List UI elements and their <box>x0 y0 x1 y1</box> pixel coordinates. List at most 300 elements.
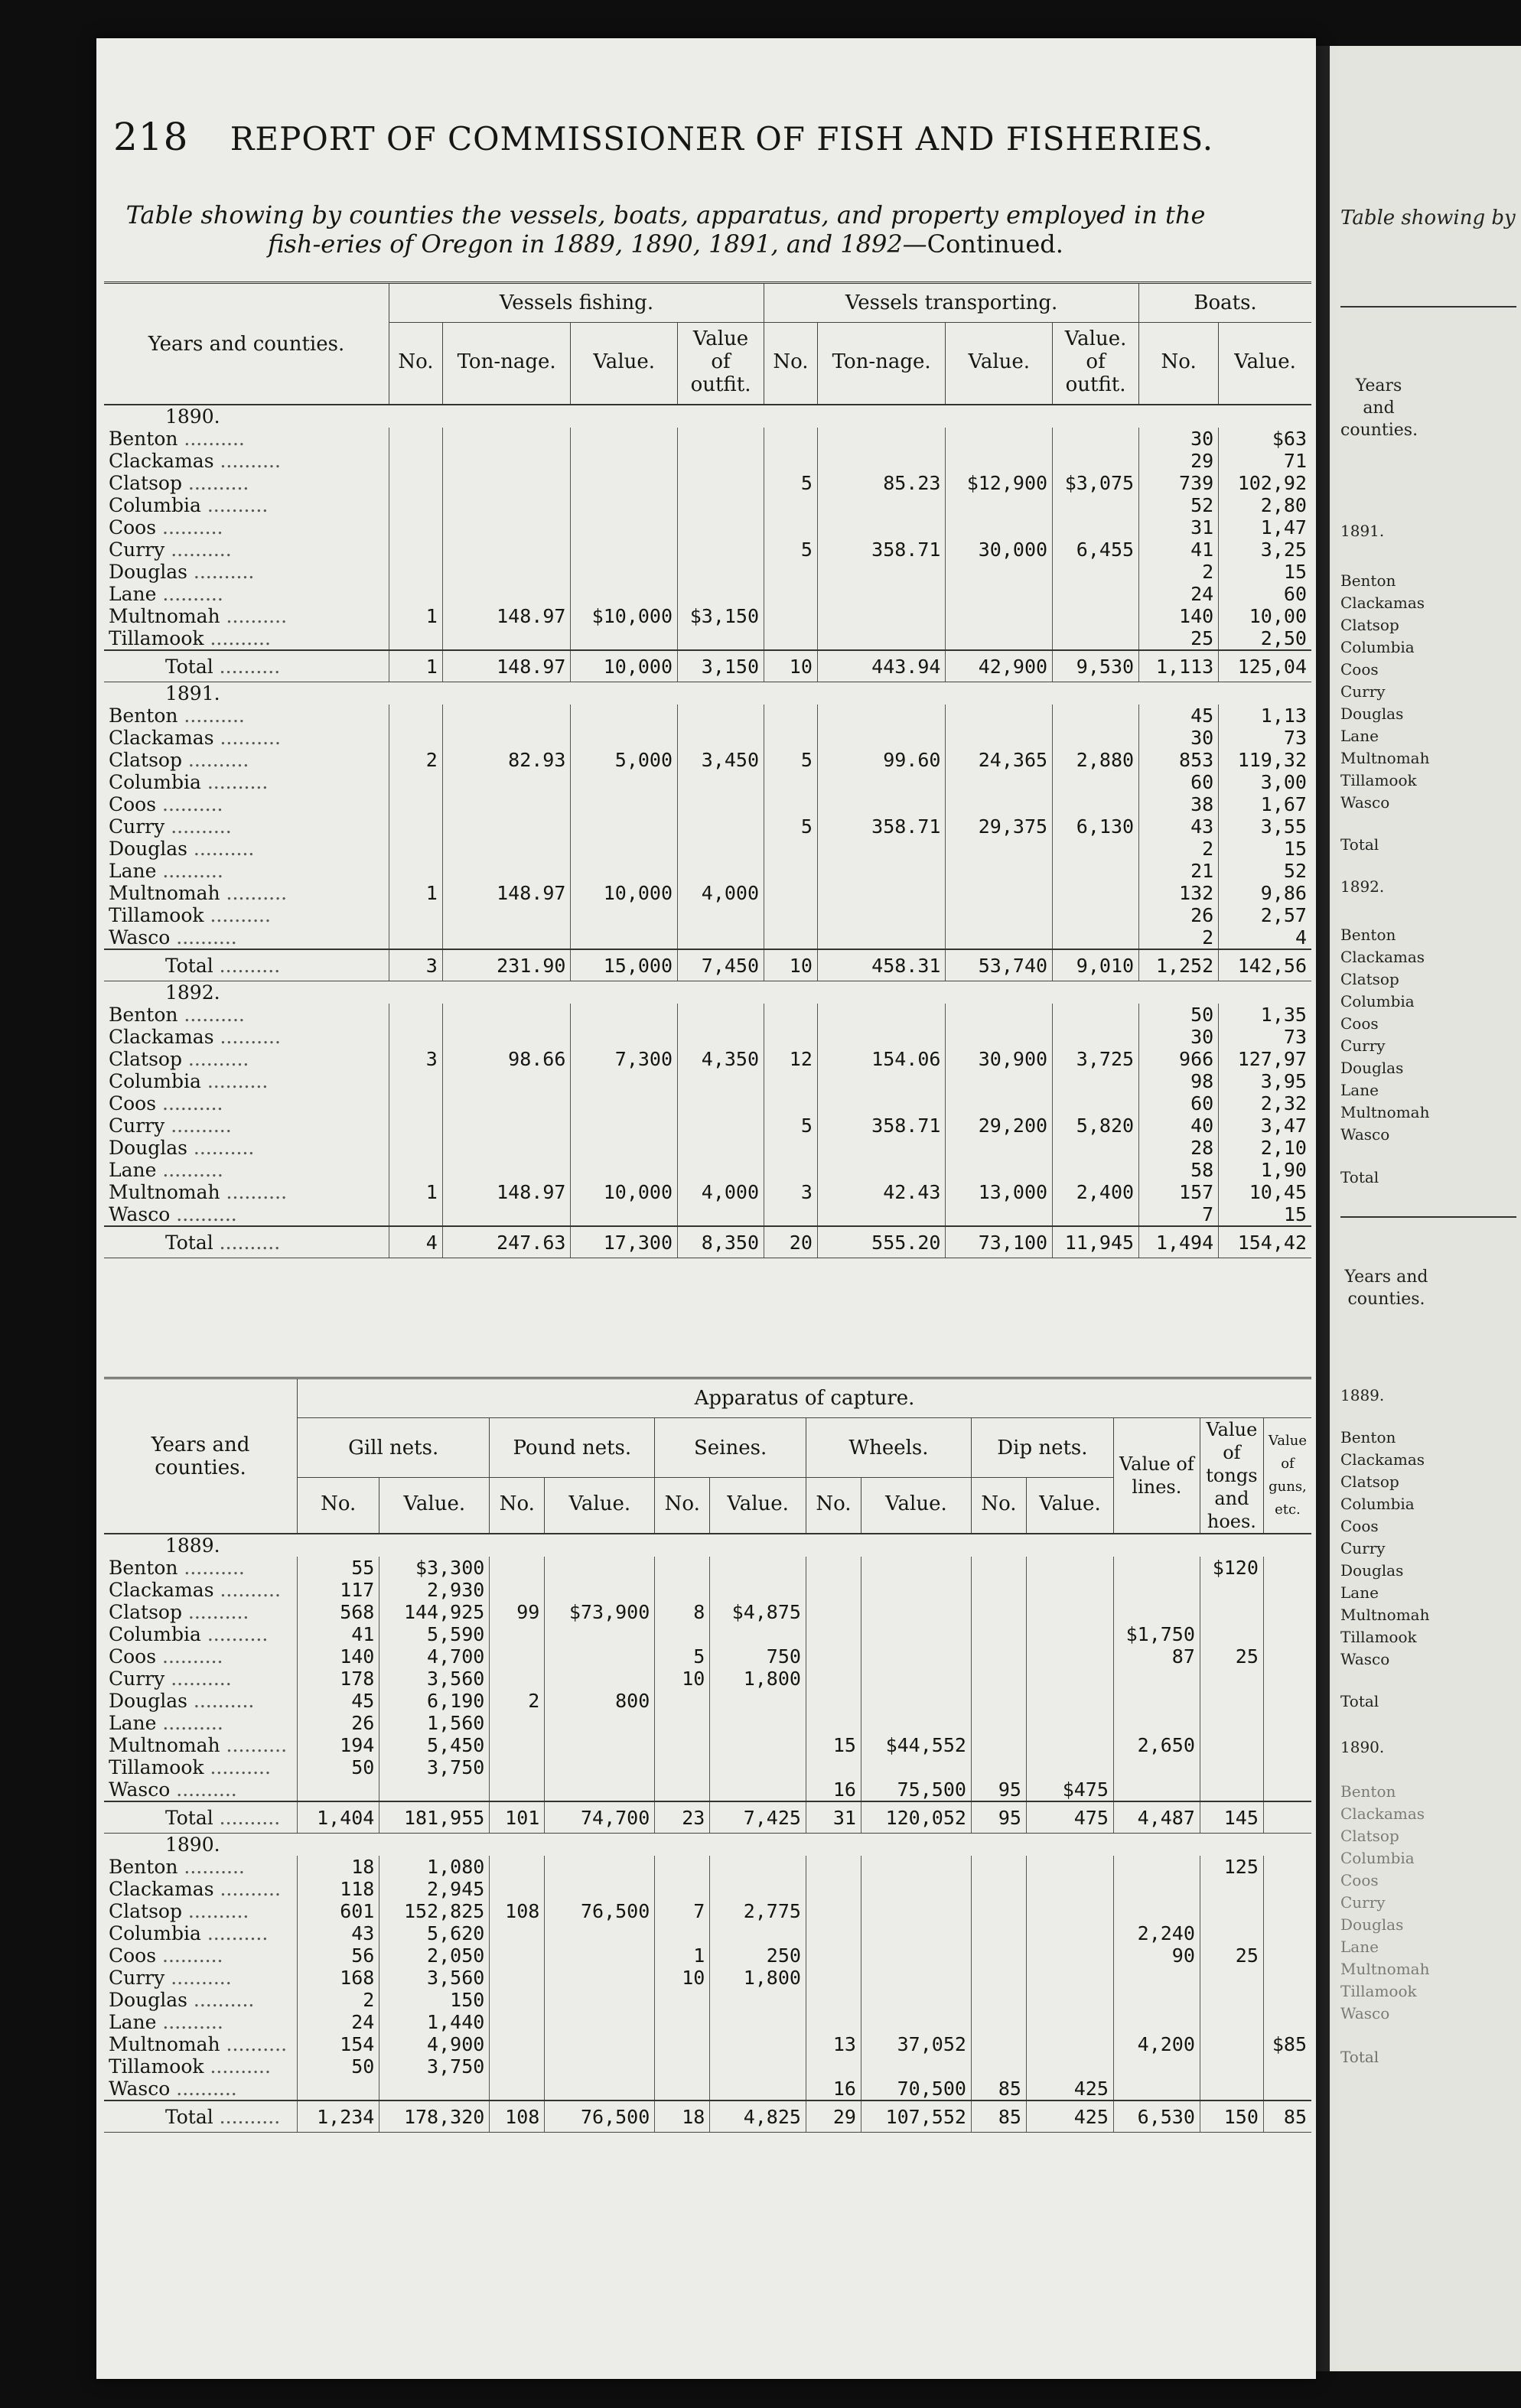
cell <box>1263 2078 1311 2100</box>
leader-dots: .......... <box>178 1004 245 1026</box>
cell <box>389 838 443 860</box>
cell <box>764 516 818 539</box>
table-row <box>104 1092 1311 1115</box>
leader-dots: .......... <box>156 860 223 882</box>
cell <box>806 1645 861 1668</box>
cell: 15 <box>1219 561 1311 583</box>
cell <box>817 838 946 860</box>
cell <box>1026 1557 1113 1579</box>
facing-county: Multnomah <box>1340 749 1430 767</box>
total-cell: 443.94 <box>817 650 946 682</box>
cell: 3,95 <box>1219 1070 1311 1092</box>
cell <box>1200 1967 1263 1989</box>
total-cell: 23 <box>655 1801 710 1834</box>
table-row <box>104 1778 1311 1801</box>
total-cell: 10 <box>764 650 818 682</box>
cell <box>1113 1579 1200 1601</box>
county-name: Coos .......... <box>109 1944 223 1967</box>
leader-dots: .......... <box>156 516 223 539</box>
cell <box>571 450 678 472</box>
cell <box>1263 1579 1311 1601</box>
cell <box>806 2055 861 2078</box>
cell <box>655 1623 710 1645</box>
facing-county: Douglas <box>1340 1561 1404 1580</box>
leader-dots: .......... <box>164 1668 232 1690</box>
cell <box>764 627 818 650</box>
cell: $3,150 <box>678 605 764 627</box>
facing-county: Columbia <box>1340 992 1415 1010</box>
year-label: 1891. <box>165 682 220 705</box>
cell: 24 <box>1139 583 1219 605</box>
cell <box>1026 1944 1113 1967</box>
cell <box>389 904 443 926</box>
cell <box>1263 1601 1311 1623</box>
cell: 3 <box>764 1181 818 1203</box>
cell <box>817 882 946 904</box>
cell <box>806 1967 861 1989</box>
year-label: 1889. <box>165 1534 220 1557</box>
leader-dots: .......... <box>204 1756 271 1778</box>
leader-dots: .......... <box>170 2078 237 2100</box>
cell <box>1263 1856 1311 1878</box>
cell <box>490 1756 545 1778</box>
cell <box>545 1989 655 2011</box>
facing-total-1892: Total <box>1340 1168 1379 1186</box>
cell <box>389 1159 443 1181</box>
cell <box>971 1579 1026 1601</box>
cell <box>1200 1579 1263 1601</box>
cell <box>442 838 571 860</box>
facing-county: Wasco <box>1340 793 1390 812</box>
subcol-header: No. <box>1139 323 1219 405</box>
cell: 55 <box>298 1557 379 1579</box>
facing-county: Clatsop <box>1340 1827 1399 1845</box>
facing-rule <box>1340 306 1516 308</box>
cell <box>971 2055 1026 2078</box>
cell <box>806 1922 861 1944</box>
cell <box>1113 1690 1200 1712</box>
cell <box>678 904 764 926</box>
total-cell: 150 <box>1200 2100 1263 2133</box>
subcol-header: Value. <box>710 1478 806 1534</box>
cell <box>545 1878 655 1900</box>
cell <box>1026 1601 1113 1623</box>
col-years-header: Years and counties. <box>104 1378 298 1534</box>
cell <box>861 1601 971 1623</box>
header-row-groups <box>104 283 1311 323</box>
facing-county: Douglas <box>1340 1059 1404 1077</box>
leader-dots: .......... <box>164 1967 232 1989</box>
cell <box>545 1645 655 1668</box>
cell: 2,050 <box>379 1944 490 1967</box>
total-row <box>104 1801 1311 1834</box>
leader-dots: .......... <box>181 749 249 771</box>
cell <box>379 2078 490 2100</box>
cell <box>946 450 1053 472</box>
subcol-header: No. <box>298 1478 379 1534</box>
cell <box>806 1623 861 1645</box>
year-row <box>104 981 1311 1004</box>
cell <box>1263 1712 1311 1734</box>
cell: 41 <box>1139 539 1219 561</box>
county-name: Coos .......... <box>109 793 223 815</box>
leader-dots: .......... <box>200 1922 269 1944</box>
cell: 966 <box>1139 1048 1219 1070</box>
cell: 148.97 <box>442 882 571 904</box>
leader-dots: .......... <box>181 1048 249 1070</box>
cell: 6,190 <box>379 1690 490 1712</box>
cell: 154 <box>298 2033 379 2055</box>
cell: 194 <box>298 1734 379 1756</box>
cell <box>1263 1690 1311 1712</box>
cell: $85 <box>1263 2033 1311 2055</box>
cell: $44,552 <box>861 1734 971 1756</box>
subcol-header: Ton-nage. <box>442 323 571 405</box>
table-row <box>104 1048 1311 1070</box>
cell <box>1113 1756 1200 1778</box>
cell <box>710 1579 806 1601</box>
cell <box>861 1922 971 1944</box>
cell <box>1053 771 1139 793</box>
cell <box>389 561 443 583</box>
table-row <box>104 1878 1311 1900</box>
total-cell: 555.20 <box>817 1226 946 1258</box>
county-name: Douglas .......... <box>109 1137 255 1159</box>
cell <box>1053 860 1139 882</box>
county-name: Benton .......... <box>109 1557 245 1579</box>
cell <box>655 1734 710 1756</box>
cell <box>389 771 443 793</box>
cell <box>389 494 443 516</box>
cell <box>490 1668 545 1690</box>
facing-county: Clatsop <box>1340 1472 1399 1491</box>
cell: 1 <box>655 1944 710 1967</box>
cell <box>545 2011 655 2033</box>
cell <box>806 2011 861 2033</box>
cell <box>678 705 764 727</box>
cell: 154.06 <box>817 1048 946 1070</box>
total-cell: 145 <box>1200 1801 1263 1834</box>
table-row <box>104 1623 1311 1645</box>
total-label: Total .......... <box>104 2100 298 2133</box>
table-row <box>104 428 1311 450</box>
year-row <box>104 682 1311 705</box>
cell: $475 <box>1026 1778 1113 1801</box>
cell: 2 <box>490 1690 545 1712</box>
cell: 29,200 <box>946 1115 1053 1137</box>
cell <box>1053 583 1139 605</box>
table-row <box>104 1601 1311 1623</box>
cell <box>1263 1645 1311 1668</box>
county-name: Columbia .......... <box>109 771 269 793</box>
cell <box>1113 1778 1200 1801</box>
cell <box>490 1989 545 2011</box>
cell <box>655 1712 710 1734</box>
cell <box>1026 1989 1113 2011</box>
cell <box>389 539 443 561</box>
cell <box>490 2033 545 2055</box>
cell <box>1053 926 1139 949</box>
leader-dots: .......... <box>178 428 245 450</box>
cell <box>655 1878 710 1900</box>
total-cell: 142,56 <box>1219 949 1311 981</box>
cell <box>571 1137 678 1159</box>
cell: 60 <box>1219 583 1311 605</box>
cell <box>971 1690 1026 1712</box>
cell: 1,90 <box>1219 1159 1311 1181</box>
total-label: Total .......... <box>104 650 389 682</box>
group-header: Vessels fishing. <box>389 283 764 323</box>
cell <box>571 1203 678 1226</box>
cell: 127,97 <box>1219 1048 1311 1070</box>
table-row <box>104 583 1311 605</box>
cell <box>817 926 946 949</box>
leader-dots: .......... <box>181 472 249 494</box>
cell: 119,32 <box>1219 749 1311 771</box>
cell <box>490 1944 545 1967</box>
table-row <box>104 705 1311 727</box>
cell: 16 <box>806 1778 861 1801</box>
cell: 26 <box>298 1712 379 1734</box>
county-name: Lane .......... <box>109 860 223 882</box>
facing-county: Tillamook <box>1340 1982 1417 2000</box>
cell <box>946 882 1053 904</box>
table-row <box>104 815 1311 838</box>
county-name: Benton .......... <box>109 1004 245 1026</box>
cell <box>1053 882 1139 904</box>
cell <box>710 1922 806 1944</box>
cell <box>817 516 946 539</box>
facing-county: Benton <box>1340 571 1396 590</box>
total-cell: 108 <box>490 2100 545 2133</box>
cell: 3,47 <box>1219 1115 1311 1137</box>
subcol-header: Value. of outfit. <box>1053 323 1139 405</box>
table-row <box>104 627 1311 650</box>
cell <box>1113 1856 1200 1878</box>
county-name: Benton .......... <box>109 705 245 727</box>
cell <box>1200 1778 1263 1801</box>
cell <box>946 605 1053 627</box>
cell <box>946 1203 1053 1226</box>
table-row <box>104 2011 1311 2033</box>
cell <box>1053 727 1139 749</box>
cell <box>678 472 764 494</box>
county-name: Multnomah .......... <box>109 1181 288 1203</box>
cell <box>1026 1856 1113 1878</box>
leader-dots: .......... <box>164 539 232 561</box>
facing-county: Multnomah <box>1340 1960 1430 1978</box>
cell: 10,000 <box>571 882 678 904</box>
cell <box>678 860 764 882</box>
cell <box>490 1734 545 1756</box>
subcol-header: Value. <box>379 1478 490 1534</box>
cell <box>389 793 443 815</box>
cell <box>764 583 818 605</box>
cell: 30,900 <box>946 1048 1053 1070</box>
cell: 1,67 <box>1219 793 1311 815</box>
total-cell: 74,700 <box>545 1801 655 1834</box>
table-row <box>104 561 1311 583</box>
cell: 1 <box>389 605 443 627</box>
cell <box>571 472 678 494</box>
cell <box>1053 705 1139 727</box>
cell <box>571 904 678 926</box>
cell <box>571 1159 678 1181</box>
county-name: Clackamas .......... <box>109 450 281 472</box>
cell <box>678 1070 764 1092</box>
cell <box>1200 1668 1263 1690</box>
county-name: Lane .......... <box>109 1159 223 1181</box>
cell <box>764 428 818 450</box>
vessels-boats-table <box>104 281 1311 1258</box>
total-cell: 29 <box>806 2100 861 2133</box>
table-row <box>104 727 1311 749</box>
cell <box>545 2078 655 2100</box>
leader-dots: .......... <box>200 494 269 516</box>
leader-dots: .......... <box>213 2105 281 2128</box>
total-row <box>104 2100 1311 2133</box>
facing-county: Lane <box>1340 727 1379 745</box>
leader-dots: .......... <box>213 1878 281 1900</box>
cell <box>946 727 1053 749</box>
cell: 76,500 <box>545 1900 655 1922</box>
leader-dots: .......... <box>156 1944 223 1967</box>
facing-total-1889: Total <box>1340 1692 1379 1710</box>
total-cell: 3,150 <box>678 650 764 682</box>
cell <box>817 793 946 815</box>
cell <box>1263 1967 1311 1989</box>
total-cell: 76,500 <box>545 2100 655 2133</box>
cell: 56 <box>298 1944 379 1967</box>
cell <box>1053 1159 1139 1181</box>
cell: 568 <box>298 1601 379 1623</box>
cell <box>946 583 1053 605</box>
leader-dots: .......... <box>200 771 269 793</box>
table-row <box>104 1004 1311 1026</box>
facing-county: Coos <box>1340 1871 1379 1889</box>
cell: 15 <box>1219 1203 1311 1226</box>
cell: 853 <box>1139 749 1219 771</box>
group-header: Pound nets. <box>490 1418 655 1478</box>
facing-county: Curry <box>1340 1539 1386 1557</box>
cell <box>946 428 1053 450</box>
cell: 150 <box>379 1989 490 2011</box>
cell <box>861 1878 971 1900</box>
cell <box>678 771 764 793</box>
cell: 358.71 <box>817 539 946 561</box>
cell <box>389 450 443 472</box>
cell <box>490 1557 545 1579</box>
cell: $120 <box>1200 1557 1263 1579</box>
cell: 5,450 <box>379 1734 490 1756</box>
cell <box>1113 1601 1200 1623</box>
cell <box>817 727 946 749</box>
cell: 45 <box>298 1690 379 1712</box>
total-cell: 85 <box>971 2100 1026 2133</box>
cell <box>655 2055 710 2078</box>
table-row <box>104 1203 1311 1226</box>
cell: 1 <box>389 1181 443 1203</box>
cell <box>1053 1004 1139 1026</box>
cell <box>1200 1756 1263 1778</box>
cell <box>817 705 946 727</box>
table-row <box>104 516 1311 539</box>
cell <box>1026 1900 1113 1922</box>
total-cell: 107,552 <box>861 2100 971 2133</box>
cell: 4,350 <box>678 1048 764 1070</box>
cell <box>545 1967 655 1989</box>
cell <box>1053 1026 1139 1048</box>
county-name: Douglas .......... <box>109 561 255 583</box>
cell: 25 <box>1200 1645 1263 1668</box>
total-cell: 1,494 <box>1139 1226 1219 1258</box>
cell <box>571 539 678 561</box>
table-row <box>104 2055 1311 2078</box>
cell: 16 <box>806 2078 861 2100</box>
cell: 3,725 <box>1053 1048 1139 1070</box>
cell <box>442 1092 571 1115</box>
cell <box>861 1557 971 1579</box>
cell <box>710 2033 806 2055</box>
cell: 2 <box>1139 561 1219 583</box>
cell <box>971 1668 1026 1690</box>
cell <box>971 1989 1026 2011</box>
total-cell: 6,530 <box>1113 2100 1200 2133</box>
cell <box>678 1115 764 1137</box>
total-cell: 154,42 <box>1219 1226 1311 1258</box>
leader-dots: .......... <box>178 1856 245 1878</box>
cell <box>389 428 443 450</box>
cell <box>806 1690 861 1712</box>
cell: 6,455 <box>1053 539 1139 561</box>
leader-dots: .......... <box>156 2011 223 2033</box>
cell: 3 <box>389 1048 443 1070</box>
cell <box>678 1137 764 1159</box>
cell: 82.93 <box>442 749 571 771</box>
facing-county: Lane <box>1340 1583 1379 1602</box>
cell <box>1263 1668 1311 1690</box>
cell <box>817 1004 946 1026</box>
cell <box>571 793 678 815</box>
cell <box>389 1115 443 1137</box>
cell: 90 <box>1113 1944 1200 1967</box>
facing-rule-2 <box>1340 1216 1516 1218</box>
cell: 75,500 <box>861 1778 971 1801</box>
year-label: 1892. <box>165 981 220 1004</box>
leader-dots: .......... <box>156 1645 223 1668</box>
cell <box>971 1756 1026 1778</box>
cell: 2,945 <box>379 1878 490 1900</box>
cell <box>389 727 443 749</box>
cell: 10,45 <box>1219 1181 1311 1203</box>
leader-dots: .......... <box>187 1989 255 2011</box>
cell <box>817 428 946 450</box>
page-title: REPORT OF COMMISSIONER OF FISH AND FISHERIES. <box>230 120 1214 158</box>
cell <box>442 1026 571 1048</box>
cell <box>971 2033 1026 2055</box>
cell: 140 <box>1139 605 1219 627</box>
cell: 50 <box>298 1756 379 1778</box>
table-row <box>104 1922 1311 1944</box>
cell: 29 <box>1139 450 1219 472</box>
cell: 3,00 <box>1219 771 1311 793</box>
subcol-header: No. <box>806 1478 861 1534</box>
cell <box>545 2033 655 2055</box>
cell <box>389 472 443 494</box>
cell: 3,55 <box>1219 815 1311 838</box>
cell: 3,750 <box>379 2055 490 2078</box>
cell <box>1263 1756 1311 1778</box>
